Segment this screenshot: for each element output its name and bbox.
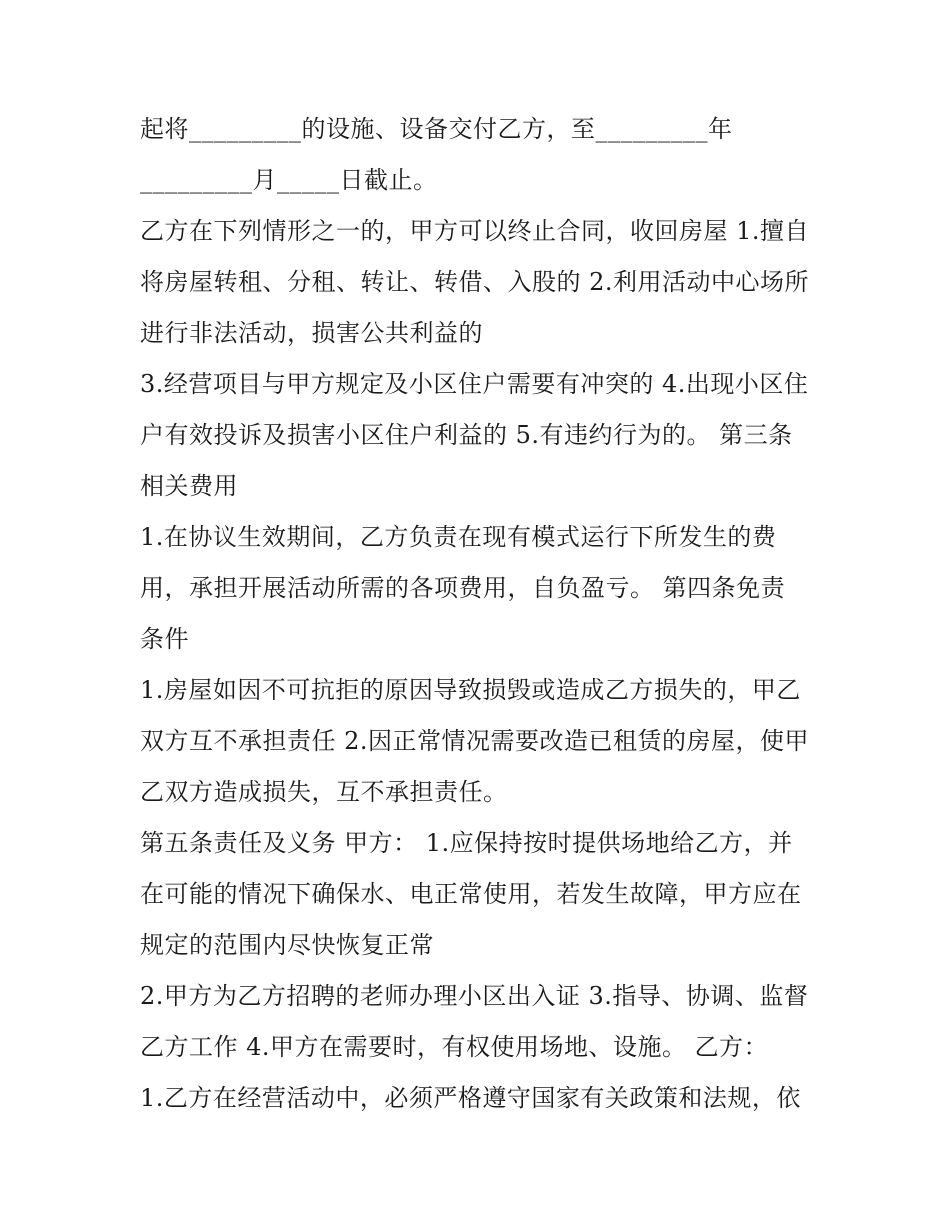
text-line: 将房屋转租、分租、转让、转借、入股的 2.利用活动中心场所 xyxy=(140,268,810,296)
text-line: 第五条责任及义务 甲方： 1.应保持按时提供场地给乙方，并 xyxy=(140,829,793,857)
text-line: 乙方在下列情形之一的，甲方可以终止合同，收回房屋 1.擅自 xyxy=(140,217,810,245)
text-line: _________月_____日截止。 xyxy=(140,166,438,194)
text-line: 2.甲方为乙方招聘的老师办理小区出入证 3.指导、协调、监督 xyxy=(140,982,809,1010)
text-line: 相关费用 xyxy=(140,472,238,500)
text-line: 规定的范围内尽快恢复正常 xyxy=(140,931,434,959)
text-line: 双方互不承担责任 2.因正常情况需要改造已租赁的房屋，使甲 xyxy=(140,727,810,755)
text-line: 1.房屋如因不可抗拒的原因导致损毁或造成乙方损失的，甲乙 xyxy=(140,676,801,704)
contract-text xyxy=(140,108,820,1128)
text-line: 用，承担开展活动所需的各项费用，自负盈亏。 第四条免责 xyxy=(140,574,786,602)
text-line: 户有效投诉及损害小区住户利益的 5.有违约行为的。 第三条 xyxy=(140,421,793,449)
text-line: 3.经营项目与甲方规定及小区住户需要有冲突的 4.出现小区住 xyxy=(140,370,809,398)
text-line: 1.在协议生效期间，乙方负责在现有模式运行下所发生的费 xyxy=(140,523,777,551)
text-line: 进行非法活动，损害公共利益的 xyxy=(140,319,483,347)
text-line: 在可能的情况下确保水、电正常使用，若发生故障，甲方应在 xyxy=(140,880,802,908)
text-line: 乙方工作 4.甲方在需要时，有权使用场地、设施。 乙方： xyxy=(140,1033,769,1061)
text-line: 1.乙方在经营活动中，必须严格遵守国家有关政策和法规，依 xyxy=(140,1084,801,1112)
text-line: 条件 xyxy=(140,625,189,653)
text-line: 乙双方造成损失，互不承担责任。 xyxy=(140,778,508,806)
text-line: 起将_________的设施、设备交付乙方，至_________年 xyxy=(140,115,733,143)
